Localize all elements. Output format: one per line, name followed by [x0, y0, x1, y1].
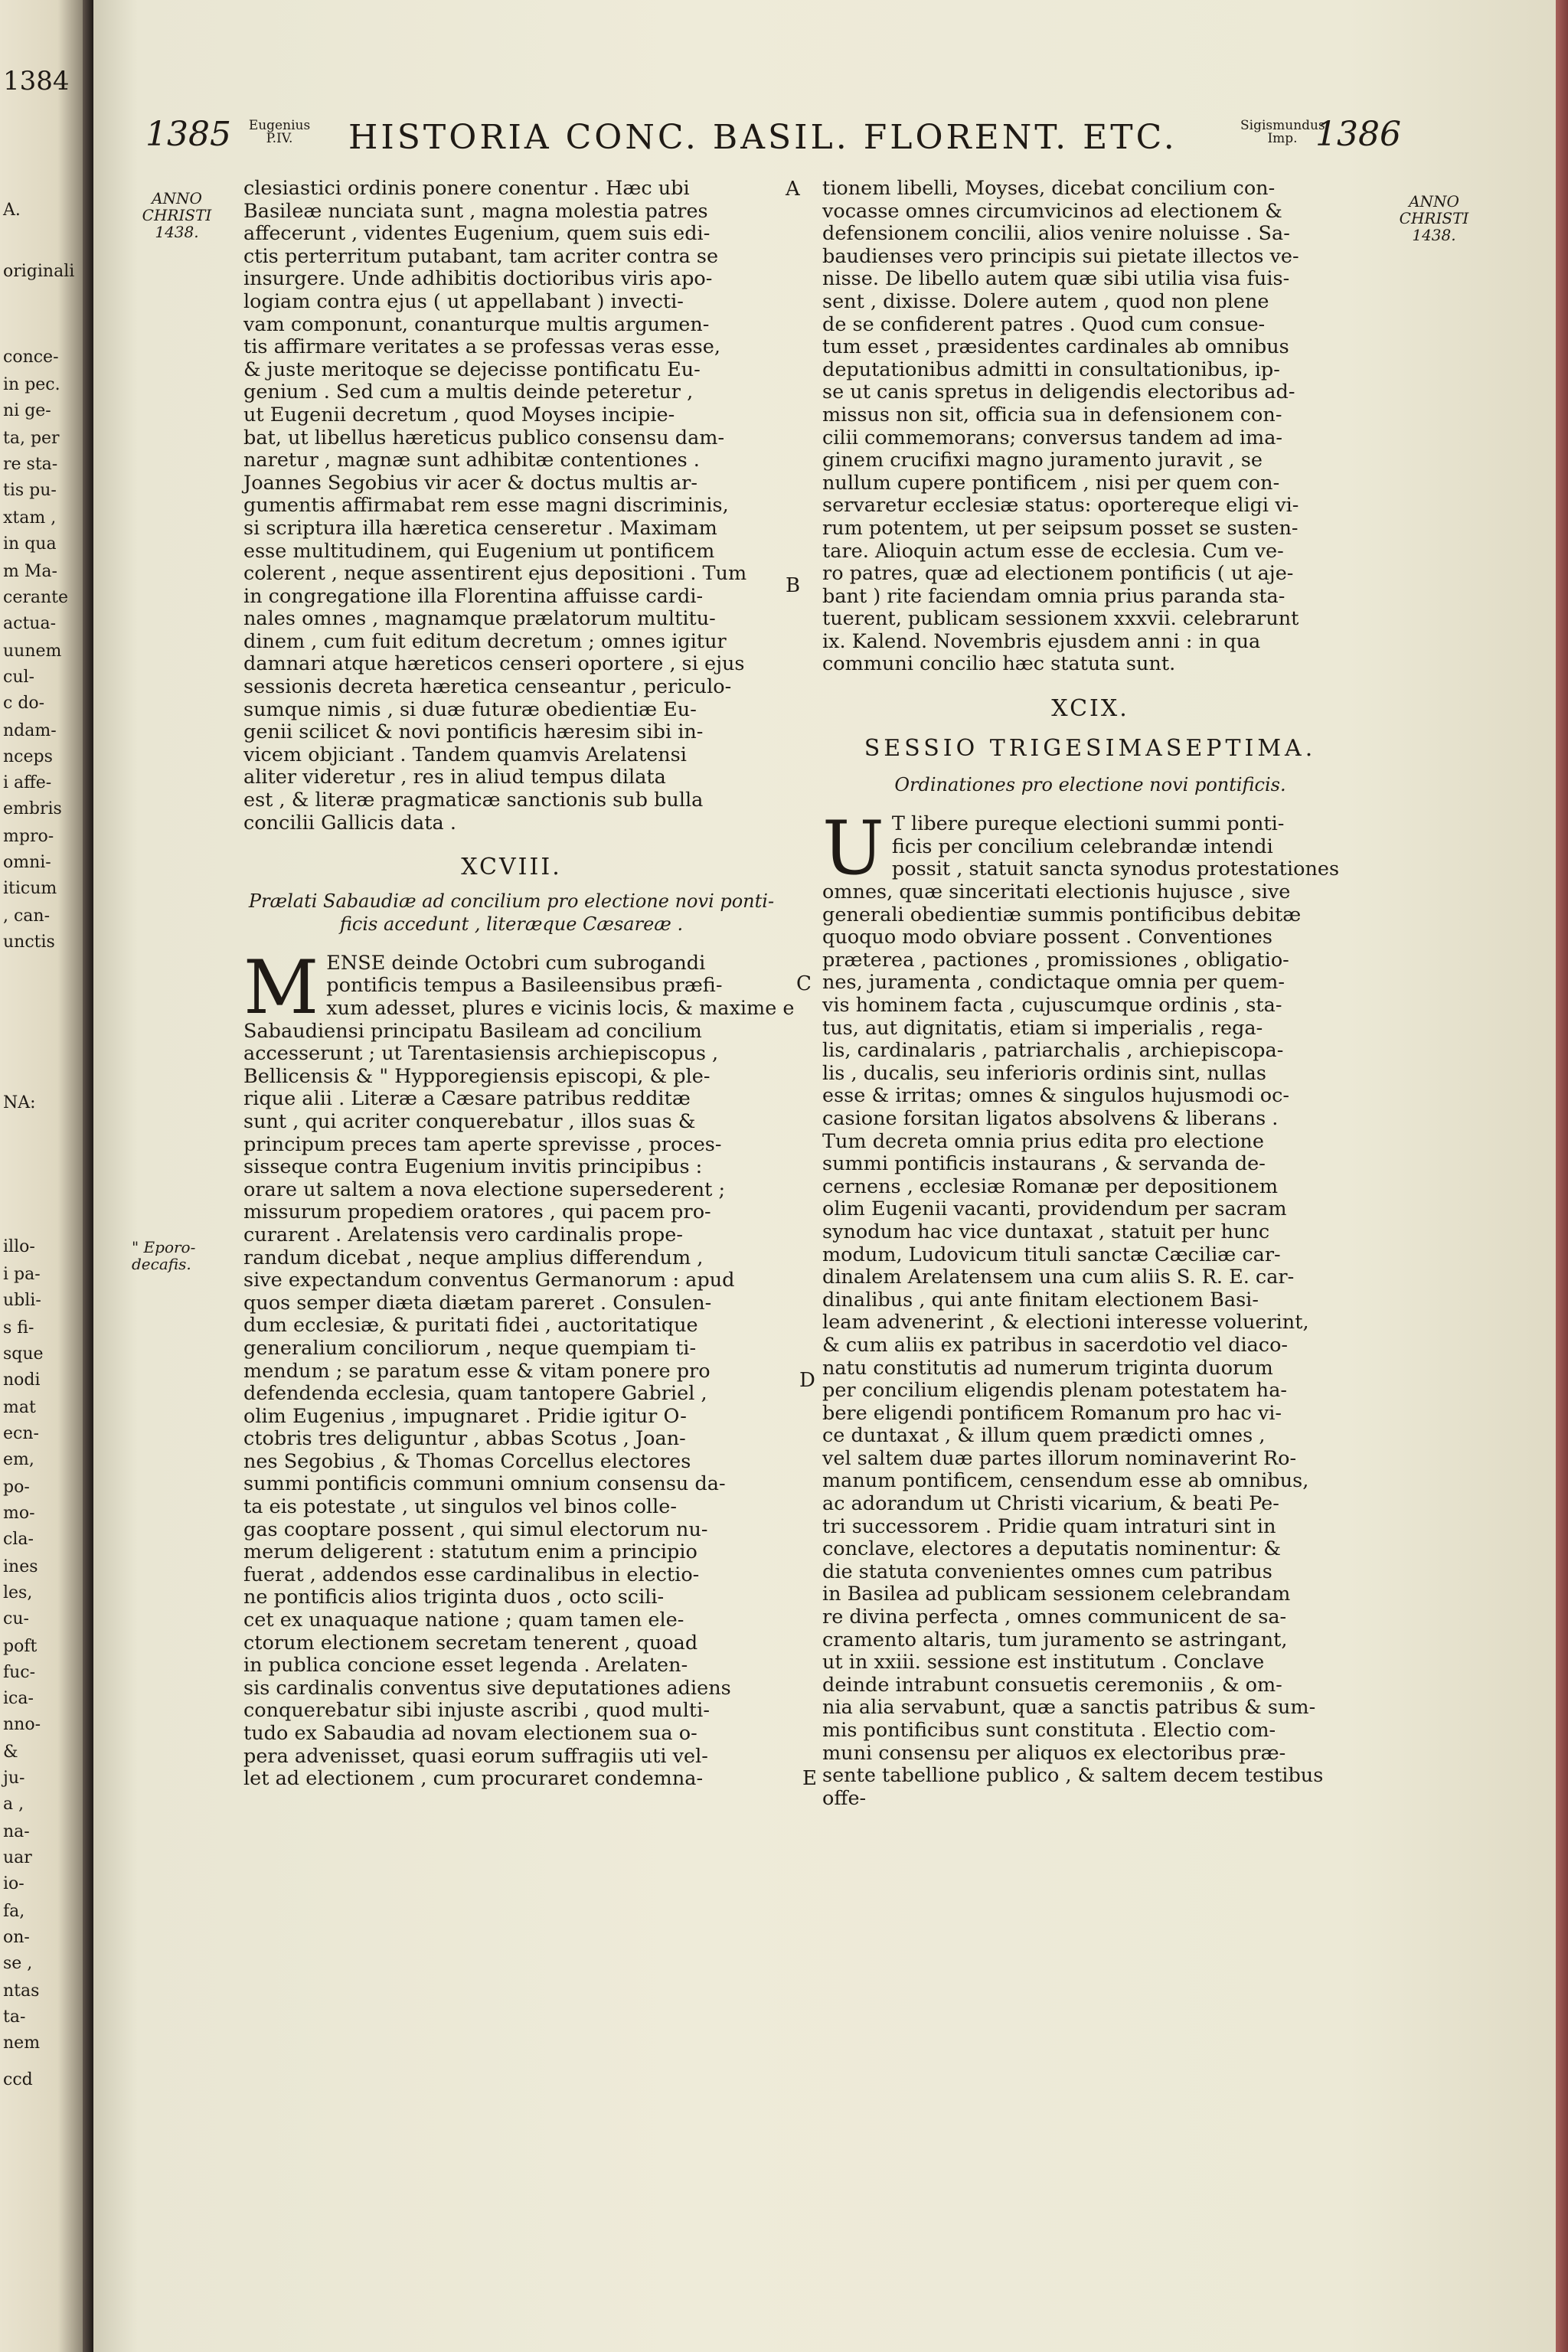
text-line: aliter videretur , res in aliud tempus dilata — [243, 766, 666, 789]
left-page-fragment: cla- — [3, 1530, 34, 1549]
text-line: cernens , ecclesiæ Romanæ per depositionem — [822, 1174, 1279, 1198]
anno-label: ANNO — [1409, 192, 1459, 211]
text-line: dinalem Arelatensem una cum aliis S. R. E. car- — [822, 1266, 1295, 1289]
text-line: ro patres, quæ ad electionem pontificis ( ut aje- — [822, 562, 1294, 586]
left-page-fragment: ecn- — [3, 1424, 39, 1443]
text-line: tum esset , præsidentes cardinales ab omnibus — [822, 335, 1289, 359]
drop-cap: M — [243, 944, 319, 1031]
text-line: dinem , cum fuit editum decretum ; omnes igitur — [243, 629, 727, 653]
left-page-fragment: po- — [3, 1478, 30, 1497]
left-page-fragment: se , — [3, 1954, 33, 1973]
text-line: tare. Alioquin actum esse de ecclesia. Cum ve- — [822, 539, 1284, 563]
chapter-subheading-xcix — [822, 773, 1358, 796]
text-line: dum ecclesiæ, & puritati fidei , auctoritatique — [243, 1314, 698, 1338]
text-line: concilii Gallicis data . — [243, 811, 456, 835]
subheading-line: ficis accedunt , literæque Cæsareæ . — [339, 913, 684, 935]
text-line: ix. Kalend. Novembris ejusdem anni : in qua — [822, 629, 1261, 653]
left-page-fragment: omni- — [3, 853, 51, 872]
left-page-fragment: fa, — [3, 1902, 25, 1921]
left-page-fragment: a , — [3, 1795, 24, 1814]
left-page-fragment: unctis — [3, 933, 55, 952]
left-page-fragment: embris — [3, 799, 62, 818]
text-line: ac adorandum ut Christi vicarium, & beati Pe- — [822, 1492, 1279, 1516]
session-title: SESSIO TRIGESIMASEPTIMA. — [864, 734, 1317, 762]
text-line: affecerunt , videntes Eugenium, quem suis edi- — [243, 222, 710, 246]
text-line: let ad electionem , cum procuraret condemna- — [243, 1767, 704, 1791]
text-line: cilii commemorans; conversus tandem ad ima- — [822, 426, 1283, 449]
left-page-fragment: i affe- — [3, 773, 52, 792]
text-line: lis , ducalis, seu inferioris ordinis sint, nullas — [822, 1061, 1266, 1085]
left-page-fragment: em, — [3, 1450, 34, 1469]
left-page-fragment: nceps — [3, 747, 53, 766]
text-line: genii scilicet & novi pontificis hæresim sibi in- — [243, 720, 704, 744]
column-b-paragraph-1 — [822, 178, 1358, 676]
text-line: colerent , neque assentirent ejus depositioni . Tum — [243, 562, 747, 586]
text-line: manum pontificem, censendum esse ab omnibus, — [822, 1469, 1309, 1493]
text-line: nisse. De libello autem quæ sibi utilia visa fuis- — [822, 267, 1290, 291]
text-line: in Basilea ad publicam sessionem celebrandam — [822, 1583, 1291, 1606]
left-page-edge — [0, 0, 83, 2352]
text-line: sis cardinalis conventus sive deputationes adiens — [243, 1676, 731, 1700]
running-title: HISTORIA CONC. BASIL. FLORENT. ETC. — [348, 118, 1178, 157]
text-line: servaretur ecclesiæ status: oportereque eligi vi- — [822, 494, 1299, 518]
text-line: rum potentem, ut per seipsum posset se susten- — [822, 516, 1298, 540]
left-page-fragment: xtam , — [3, 508, 57, 528]
left-page-fragment: m Ma- — [3, 562, 57, 581]
emperor-note: Sigismundus Imp. — [1240, 118, 1325, 146]
left-page-fragment: sque — [3, 1344, 44, 1364]
christi-label: CHRISTI — [1399, 209, 1469, 227]
left-page-fragment: , can- — [3, 906, 51, 926]
text-line: sunt , qui acriter conquerebatur , illos suas & — [243, 1109, 696, 1133]
left-page-fragment: ni ge- — [3, 401, 51, 420]
folio-left: 1385 — [145, 115, 231, 154]
text-line: præterea , pactiones , promissiones , obligatio- — [822, 948, 1289, 972]
text-line: re divina perfecta , omnes communicent de sa- — [822, 1606, 1287, 1629]
text-line: merum deligerent : statutum enim a principio — [243, 1540, 697, 1564]
text-line: summi pontificis communi omnium consensu da- — [243, 1472, 726, 1496]
text-line: rique alii . Literæ a Cæsare patribus redditæ — [243, 1087, 691, 1111]
text-line: nia alia servabunt, quæ a sanctis patribus & sum- — [822, 1696, 1316, 1720]
chapter-heading-xcviii: XCVIII. — [461, 854, 562, 881]
left-page-fragment: poft — [3, 1637, 38, 1656]
left-page-fragment: s fi- — [3, 1318, 34, 1338]
left-page-fragment: & — [3, 1743, 18, 1762]
text-line: vel saltem duæ partes illorum nominaverint Ro- — [822, 1446, 1297, 1470]
text-line: nes Segobius , & Thomas Corcellus electores — [243, 1449, 691, 1473]
text-line: ginem crucifixi magno juramento juravit , se — [822, 449, 1263, 472]
left-page-fragment: in qua — [3, 534, 57, 554]
text-line: insurgere. Unde adhibitis doctioribus viris apo- — [243, 267, 713, 291]
left-page-fragment: NA: — [3, 1093, 36, 1112]
left-page-fragment: ubli- — [3, 1291, 41, 1310]
margin-anno-right — [1392, 193, 1476, 243]
text-line: & cum aliis ex patribus in sacerdotio vel diaco- — [822, 1333, 1289, 1357]
text-line: conquerebatur sibi injuste ascribi , quod multi- — [243, 1699, 710, 1723]
text-line: baudienses vero principis sui pietate illectos ve- — [822, 244, 1299, 268]
text-line: naretur , magnæ sunt adhibitæ contentiones . — [243, 449, 700, 472]
left-page-fragment: ntas — [3, 1981, 40, 2001]
text-line: tudo ex Sabaudia ad novam electionem sua o- — [243, 1722, 697, 1745]
text-line: tionem libelli, Moyses, dicebat concilium con- — [822, 177, 1276, 200]
left-page-fragment: nno- — [3, 1715, 41, 1734]
book-spine — [83, 0, 93, 2352]
text-line: esse multitudinem, qui Eugenium ut pontificem — [243, 539, 715, 563]
left-page-fragment: les, — [3, 1583, 33, 1602]
side-note-line: decafis. — [132, 1255, 191, 1273]
text-line: conclave, electores a deputatis nominentur: & — [822, 1537, 1281, 1561]
left-page-fragment: na- — [3, 1822, 30, 1841]
text-line: generali obedientiæ summis pontificibus debitæ — [822, 903, 1302, 926]
text-line: in publica concione esset legenda . Arelaten- — [243, 1654, 688, 1677]
left-page-fragment: io- — [3, 1874, 24, 1893]
section-letter-e: E — [802, 1767, 817, 1790]
left-page-fragment: ines — [3, 1557, 38, 1576]
left-page-fragment: nem — [3, 2034, 41, 2053]
text-line: missurum propediem oratores , qui pacem pro- — [243, 1200, 711, 1224]
text-line: defendenda ecclesia, quam tantopere Gabriel , — [243, 1382, 707, 1406]
side-note-line: " Eporo- — [132, 1238, 196, 1256]
text-line: quoquo modo obviare possent . Conventiones — [822, 926, 1272, 949]
text-line: generalium conciliorum , neque quempiam ti- — [243, 1336, 697, 1360]
text-line: nales omnes , magnamque prælatorum multitu- — [243, 607, 716, 631]
text-line: casione forsitan ligatos absolvens & liberans . — [822, 1106, 1279, 1130]
text-line: orare ut saltem a nova electione supersederent ; — [243, 1178, 726, 1201]
margin-anno-left — [135, 190, 219, 240]
left-page-fragment: A. — [3, 201, 21, 220]
text-line: Sabaudiensi principatu Basileam ad concilium — [243, 1019, 702, 1043]
section-letter-d: D — [799, 1369, 815, 1392]
text-line: in congregatione illa Florentina affuisse cardi- — [243, 584, 704, 608]
text-line: leam advenerint , & electioni interesse voluerint, — [822, 1311, 1309, 1334]
left-page-fragment: iticum — [3, 879, 57, 898]
section-letter-a: A — [786, 178, 800, 201]
page-edge — [1556, 0, 1568, 2352]
left-folio-number: 1384 — [3, 66, 70, 96]
year-label: 1438. — [155, 223, 199, 241]
text-line: se ut canis spretus in deligendis electoribus ad- — [822, 381, 1295, 404]
text-line: vis hominem facta , cujuscumque ordinis , sta- — [822, 994, 1282, 1017]
left-page-fragment: tis pu- — [3, 481, 57, 500]
text-line: missus non sit, officia sua in defensionem con- — [822, 403, 1282, 426]
chapter-heading-xcix: XCIX. — [1051, 695, 1129, 723]
pope-note: Eugenius P.IV. — [248, 118, 311, 146]
text-line: ctobris tres deliguntur , abbas Scotus , Joan- — [243, 1427, 686, 1451]
text-line: tis affirmare veritates a se professas veras esse, — [243, 335, 720, 359]
text-line: bat, ut libellus hæreticus publico consensu dam- — [243, 426, 725, 449]
left-page-fragment: i pa- — [3, 1265, 41, 1284]
column-a-paragraph-1 — [243, 178, 779, 835]
text-line: nullum cupere pontificem , nisi per quem con- — [822, 471, 1280, 495]
text-line: natu constitutis ad numerum triginta duorum — [822, 1356, 1273, 1380]
left-page-fragment: mat — [3, 1398, 36, 1417]
text-line: gas cooptare possent , qui simul electorum nu- — [243, 1517, 708, 1541]
left-page-fragment: cerante — [3, 588, 69, 607]
text-line: olim Eugenii vacanti, providendum per sacram — [822, 1197, 1287, 1221]
text-line: T libere pureque electioni summi ponti- — [891, 812, 1285, 836]
folio-right: 1386 — [1315, 115, 1401, 154]
text-line: sumque nimis , si duæ futuræ obedientiæ Eu- — [243, 697, 697, 721]
left-page-fragment: re sta- — [3, 455, 58, 474]
left-page-fragment: conce- — [3, 348, 59, 367]
left-page-fragment: ta- — [3, 2007, 26, 2027]
text-line: ne pontificis alios triginta duos , octo scili- — [243, 1586, 665, 1609]
left-page-fragment: mo- — [3, 1504, 35, 1523]
text-line: tri successorem . Pridie quam intraturi sint in — [822, 1514, 1276, 1538]
side-note-eporedia — [132, 1239, 195, 1272]
text-line: clesiastici ordinis ponere conentur . Hæc ubi — [243, 177, 690, 200]
text-line: xum adesset, plures e vicinis locis, & maxime e — [326, 997, 795, 1020]
text-line: synodum hac vice duntaxat , statuit per hunc — [822, 1220, 1270, 1243]
text-line: logiam contra ejus ( ut appellabant ) invecti- — [243, 289, 684, 313]
text-line: deinde intrabunt consuetis ceremoniis , & om- — [822, 1673, 1282, 1697]
left-page-fragment: fuc- — [3, 1663, 36, 1682]
text-line: si scriptura illa hæretica censeretur . Maximam — [243, 516, 717, 540]
text-line: Joannes Segobius vir acer & doctus multis ar- — [243, 471, 697, 495]
text-line: bant ) rite faciendam omnia prius paranda sta- — [822, 584, 1285, 608]
text-line: Basileæ nunciata sunt , magna molestia patres — [243, 199, 708, 223]
text-line: & juste meritoque se dejecisse pontificatu Eu- — [243, 358, 701, 381]
text-line: ut in xxiii. sessione est institutum . Conclave — [822, 1651, 1265, 1674]
text-line: communi concilio hæc statuta sunt. — [822, 652, 1176, 676]
text-line: ut Eugenii decretum , quod Moyses incipie- — [243, 403, 675, 426]
column-a-paragraph-2 — [243, 944, 795, 1791]
text-line: per concilium eligendis plenam potestatem ha- — [822, 1379, 1288, 1403]
left-page-fragment: cu- — [3, 1609, 29, 1628]
text-line: possit , statuit sancta synodus protestationes — [891, 858, 1340, 881]
left-page-fragment: actua- — [3, 614, 56, 633]
text-line: tuerent, publicam sessionem xxxvii. celebrarunt — [822, 607, 1299, 631]
text-line: die statuta convenientes omnes cum patribus — [822, 1560, 1272, 1583]
column-b — [822, 178, 1358, 1810]
text-line: deputationibus admitti in consultationibus, ip- — [822, 358, 1280, 381]
text-line: curarent . Arelatensis vero cardinalis prope- — [243, 1223, 683, 1246]
text-line: principum preces tam aperte sprevisse , proces- — [243, 1132, 722, 1156]
text-line: omnes, quæ sinceritati electionis hujusce , sive — [822, 880, 1291, 904]
text-line: esse & irritas; omnes & singulos hujusmodi oc- — [822, 1084, 1289, 1108]
text-line: sive expectandum conventus Germanorum : apud — [243, 1269, 735, 1292]
text-line: cet ex unaquaque natione ; quam tamen ele- — [243, 1609, 684, 1632]
text-line: ctorum electionem secretam tenerent , quoad — [243, 1631, 698, 1655]
text-line: accesserunt ; ut Tarentasiensis archiepiscopus , — [243, 1042, 719, 1066]
column-b-paragraph-2 — [822, 805, 1358, 1810]
anno-label: ANNO — [152, 189, 202, 207]
text-line: lis, cardinalaris , patriarchalis , archiepiscopa- — [822, 1039, 1284, 1063]
text-line: damnari atque hæreticos censeri oportere , si ejus — [243, 652, 745, 676]
left-page-fragment: on- — [3, 1928, 30, 1947]
text-line: summi pontificis instaurans , & servanda de- — [822, 1152, 1266, 1176]
text-line: ce duntaxat , & illum quem prædicti omnes , — [822, 1424, 1266, 1448]
text-line: sent , dixisse. Dolere autem , quod non plene — [822, 289, 1269, 313]
chapter-subheading-xcviii — [243, 890, 779, 936]
text-line: offe- — [822, 1786, 867, 1810]
text-line: sisseque contra Eugenium invitis principibus : — [243, 1155, 703, 1179]
text-line: est , & literæ pragmaticæ sanctionis sub bulla — [243, 789, 704, 812]
text-line: Tum decreta omnia prius edita pro electione — [822, 1129, 1264, 1153]
christi-label: CHRISTI — [142, 206, 212, 224]
text-line: nes, juramenta , condictaque omnia per quem- — [822, 971, 1285, 995]
text-line: sessionis decreta hæretica censeantur , periculo- — [243, 675, 732, 699]
text-line: genium . Sed cum a multis deinde peteretur , — [243, 381, 694, 404]
text-line: randum dicebat , neque amplius differendum , — [243, 1246, 704, 1269]
text-line: pontificis tempus a Basileensibus præfi- — [326, 974, 723, 998]
text-line: bere eligendi pontificem Romanum pro hac vi- — [822, 1401, 1282, 1425]
text-line: pera advenisset, quasi eorum suffragiis uti vel- — [243, 1744, 708, 1768]
subheading-line: Prælati Sabaudiæ ad concilium pro electione novi ponti- — [248, 890, 775, 912]
text-line: de se confiderent patres . Quod cum consue- — [822, 312, 1266, 336]
text-line: sente tabellione publico , & saltem decem testibus — [822, 1764, 1324, 1788]
text-line: mis pontificibus sunt constituta . Electio com- — [822, 1719, 1276, 1742]
running-header — [145, 115, 1401, 161]
text-line: vocasse omnes circumvicinos ad electionem & — [822, 199, 1282, 223]
text-line: vam componunt, conanturque multis argumen- — [243, 312, 710, 336]
text-line: tus, aut dignitatis, etiam si imperialis , rega- — [822, 1016, 1263, 1040]
left-page-fragment: c do- — [3, 694, 45, 713]
left-page-fragment: ica- — [3, 1689, 34, 1708]
text-line: fuerat , addendos esse cardinalibus in electio- — [243, 1563, 700, 1586]
text-line: ficis per concilium celebrandæ intendi — [891, 835, 1273, 858]
text-line: Bellicensis & " Hypporegiensis episcopi, & ple- — [243, 1064, 710, 1088]
text-line: ctis perterritum putabant, tam acriter contra se — [243, 244, 719, 268]
left-page-fragment: originali — [3, 262, 75, 281]
left-page-fragment: nodi — [3, 1370, 41, 1390]
section-letter-c: C — [796, 972, 812, 995]
text-line: vicem objiciant . Tandem quamvis Arelatensi — [243, 743, 687, 766]
drop-cap: U — [822, 805, 884, 892]
text-line: dinalibus , qui ante finitam electionem Basi- — [822, 1288, 1259, 1312]
text-line: olim Eugenius , impugnaret . Pridie igitur O- — [243, 1404, 687, 1428]
text-line: modum, Ludovicum tituli sanctæ Cæciliæ car- — [822, 1243, 1281, 1266]
text-line: defensionem concilii, alios venire noluisse . Sa- — [822, 222, 1290, 246]
left-page-fragment: ndam- — [3, 721, 57, 740]
text-line: gumentis affirmabat rem esse magni discriminis, — [243, 494, 729, 518]
text-line: ta eis potestate , ut singulos vel binos colle- — [243, 1495, 677, 1519]
text-line: mendum ; se paratum esse & vitam ponere pro — [243, 1359, 710, 1383]
text-line: quos semper diæta diætam pareret . Consulen- — [243, 1291, 712, 1315]
left-page-fragment: mpro- — [3, 827, 54, 846]
subheading-line: Ordinationes pro electione novi pontificis. — [894, 774, 1286, 796]
year-label: 1438. — [1412, 226, 1456, 244]
text-line: ENSE deinde Octobri cum subrogandi — [326, 951, 706, 975]
column-a — [243, 177, 795, 1791]
left-page-fragment: uar — [3, 1848, 32, 1867]
text-line: cramento altaris, tum juramento se astringant, — [822, 1628, 1288, 1651]
left-page-fragment: in pec. — [3, 375, 60, 394]
left-page-fragment: cul- — [3, 668, 34, 687]
left-page-fragment: ccd — [3, 2070, 33, 2089]
left-page-fragment: ju- — [3, 1769, 25, 1788]
left-page-fragment: uunem — [3, 642, 62, 661]
left-page-fragment: illo- — [3, 1237, 35, 1256]
text-line: muni consensu per aliquos ex electoribus præ- — [822, 1741, 1286, 1765]
section-letter-b: B — [786, 574, 801, 597]
left-page-fragment: ta, per — [3, 429, 60, 448]
